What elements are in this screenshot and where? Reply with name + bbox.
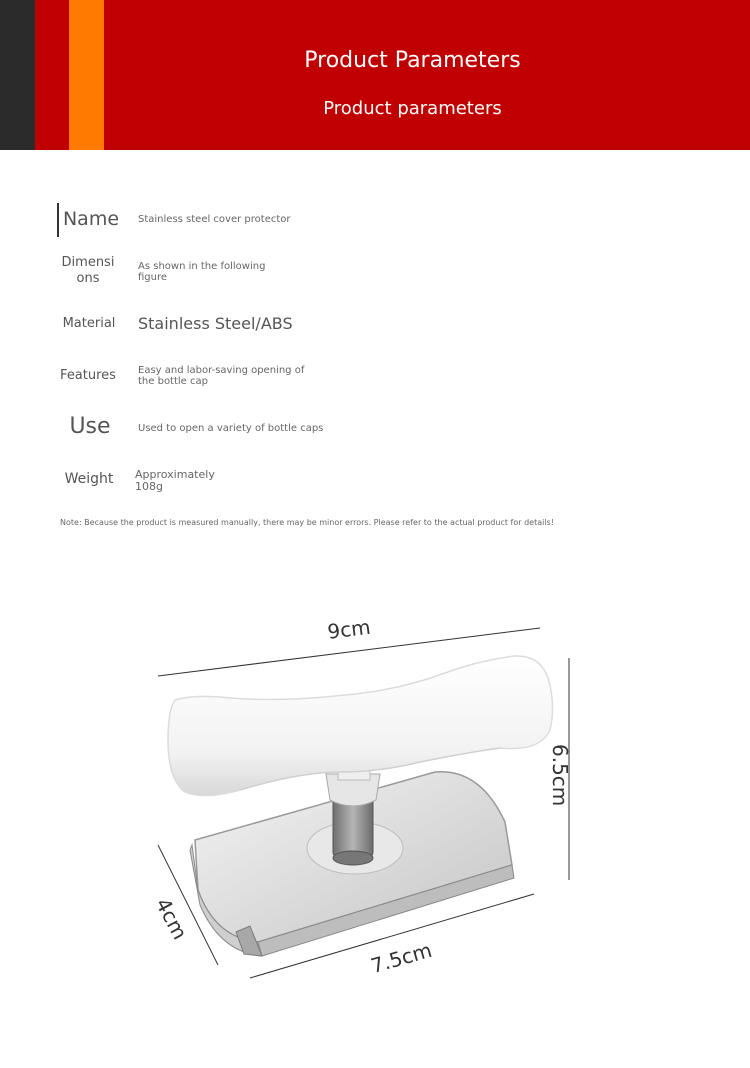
- param-value-weight: Approximately 108g: [135, 468, 215, 493]
- steel-shaft: [326, 764, 380, 865]
- param-label-material: Material: [62, 316, 116, 331]
- dark-stripe: [0, 0, 35, 150]
- param-label-dimensions: Dimensi ons: [61, 255, 115, 286]
- param-value-dimensions: As shown in the following figure: [138, 261, 266, 283]
- param-label-weight: Weight: [64, 471, 114, 487]
- param-value-material: Stainless Steel/ABS: [138, 314, 293, 333]
- orange-stripe: [69, 0, 104, 150]
- page-title: Product Parameters: [304, 48, 521, 73]
- param-value-features: Easy and labor-saving opening of the bottle cap: [138, 365, 305, 387]
- page-subtitle: Product parameters: [323, 98, 502, 119]
- param-value-use: Used to open a variety of bottle caps: [138, 423, 324, 434]
- dimension-height-label: 6.5cm: [548, 744, 572, 807]
- param-label-use: Use: [69, 414, 111, 439]
- name-marker-bar: [57, 203, 59, 237]
- product-dimension-diagram: [0, 560, 750, 1068]
- dimension-depth-label: 4cm: [150, 894, 193, 944]
- param-label-features: Features: [60, 368, 116, 383]
- param-label-name: Name: [62, 208, 120, 230]
- param-value-name: Stainless steel cover protector: [138, 214, 291, 225]
- dimension-base-width-label: 7.5cm: [368, 937, 435, 979]
- measurement-note: Note: Because the product is measured manually, there may be minor errors. Please refer to the actual product for details!: [60, 518, 554, 527]
- dimension-length-label: 9cm: [326, 614, 372, 644]
- header-banner: [0, 0, 750, 150]
